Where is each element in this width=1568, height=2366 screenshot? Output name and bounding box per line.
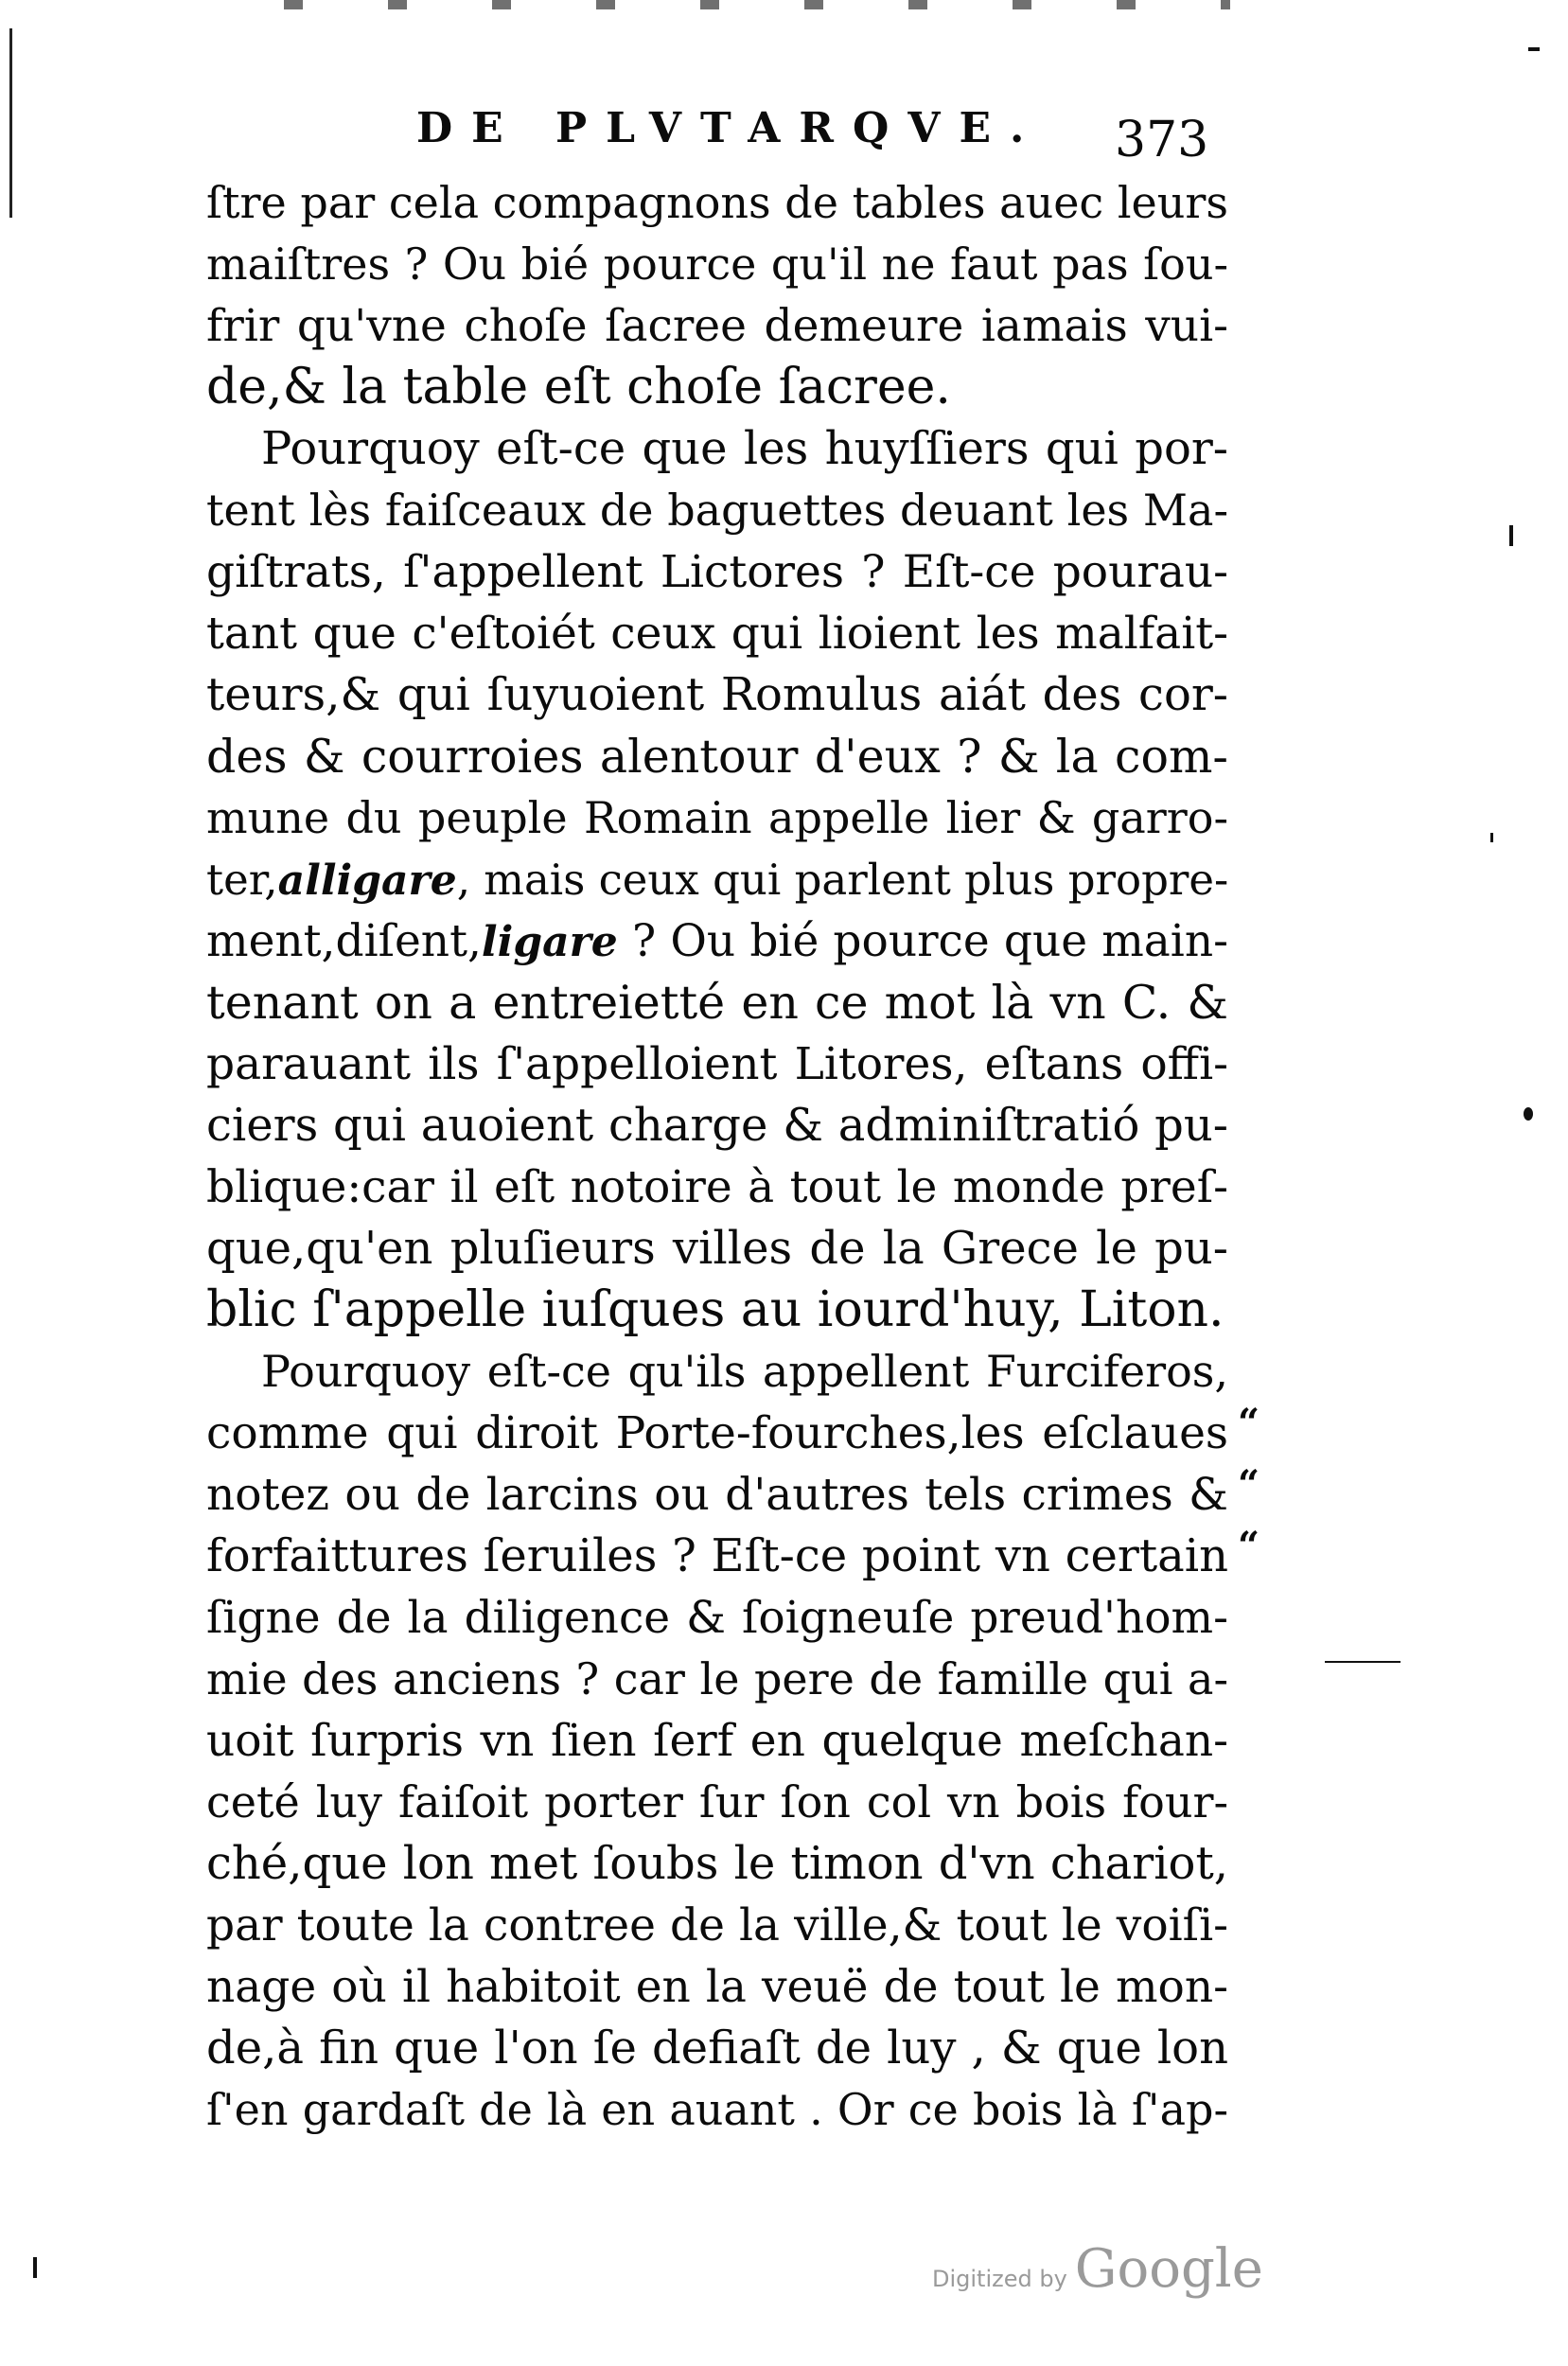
digitized-watermark (932, 2238, 1263, 2300)
text-segment: ? Ou bié pource que main- (617, 915, 1228, 967)
text-line: mune du peuple Romain appelle lier & garro- (206, 792, 1228, 843)
margin-speck (1524, 1107, 1533, 1121)
text-line: giſtrats, ſ'appellent Lictores ? Eſt-ce pourau- (206, 546, 1228, 598)
text-line (206, 910, 1228, 972)
margin-quote-mark: “ (1238, 1462, 1260, 1507)
text-line: uoit ſurpris vn ſien ſerf en quelque meſchan- (206, 1715, 1228, 1767)
latin-word: ligare (481, 918, 618, 966)
page-number: 373 (1115, 112, 1209, 168)
margin-speck (1528, 47, 1540, 51)
text-segment: ter, (206, 855, 278, 905)
text-line: tenant on a entreietté en ce mot là vn C. & (206, 976, 1228, 1030)
text-line: frir qu'vne choſe ſacree demeure iamais vui- (206, 300, 1228, 352)
latin-word: alligare (277, 856, 457, 905)
watermark-prefix: Digitized by (932, 2266, 1067, 2292)
text-line: ſigne de la diligence & ſoigneuſe preud'hom- (206, 1592, 1228, 1644)
text-line: ché,que lon met ſoubs le timon d'vn chariot, (206, 1837, 1228, 1890)
text-line: blic ſ'appelle iuſques au iourd'huy, Liton. (206, 1281, 1224, 1338)
text-line: blique:car il eſt notoire à tout le monde preſ- (206, 1161, 1228, 1213)
text-line: nage où il habitoit en la veuë de tout le mon- (206, 1961, 1228, 2013)
margin-speck (1509, 525, 1513, 546)
margin-quote-mark: “ (1238, 1401, 1260, 1445)
text-line: ceté luy faiſoit porter ſur ſon col vn bois four- (206, 1776, 1228, 1827)
margin-speck (1490, 833, 1493, 842)
text-line: notez ou de larcins ou d'autres tels crimes & (206, 1469, 1228, 1521)
text-line: que,qu'en pluſieurs villes de la Grece le pu- (206, 1222, 1228, 1275)
text-line: ſtre par cela compagnons de tables auec leurs (206, 177, 1228, 228)
body-text (206, 172, 1228, 2141)
text-line: ſ'en gardaſt de là en auant . Or ce bois là ſ'ap- (206, 2084, 1228, 2135)
text-line: forfaittures ſeruiles ? Eſt-ce point vn certain (206, 1529, 1228, 1582)
text-line: de,à fin que l'on ſe defiaſt de luy , & que lon (206, 2022, 1228, 2075)
text-line: parauant ils ſ'appelloient Litores, eſtans offi- (206, 1038, 1228, 1090)
text-line: comme qui diroit Porte-fourches,les eſclaues (206, 1407, 1228, 1459)
page-edge-rule (9, 28, 12, 218)
running-head: DE PLVTARQVE. (416, 104, 1044, 152)
top-edge-marks (284, 0, 1230, 9)
text-line: tant que c'eſtoiét ceux qui lioient les malfait- (206, 608, 1228, 660)
text-line: teurs,& qui ſuyuoient Romulus aiát des cor- (206, 668, 1228, 721)
text-line: mie des anciens ? car le pere de famille qui a- (206, 1653, 1228, 1704)
paragraph-start-line: Pourquoy eſt-ce qu'ils appellent Furciferos, (261, 1346, 1228, 1397)
text-line: des & courroies alentour d'eux ? & la com- (206, 730, 1228, 784)
text-segment: , mais ceux qui parlent plus propre- (456, 855, 1229, 905)
text-line: tent lès faiſceaux de baguettes deuant les Ma- (206, 485, 1228, 536)
margin-dash (1325, 1661, 1401, 1663)
margin-quote-mark: “ (1238, 1524, 1260, 1568)
text-line: par toute la contree de la ville,& tout le voiſi- (206, 1899, 1228, 1951)
margin-speck (33, 2257, 37, 2278)
watermark-brand: Google (1074, 2238, 1263, 2300)
paragraph-start-line: Pourquoy eſt-ce que les huyſſiers qui por- (261, 422, 1228, 475)
text-line: maiſtres ? Ou bié pource qu'il ne faut pas ſou- (206, 238, 1228, 290)
text-line (206, 849, 1228, 910)
text-line: de,& la table eſt choſe ſacree. (206, 359, 951, 415)
text-segment: ment,diſent, (206, 915, 482, 967)
text-line: ciers qui auoient charge & adminiſtratió pu- (206, 1099, 1228, 1152)
